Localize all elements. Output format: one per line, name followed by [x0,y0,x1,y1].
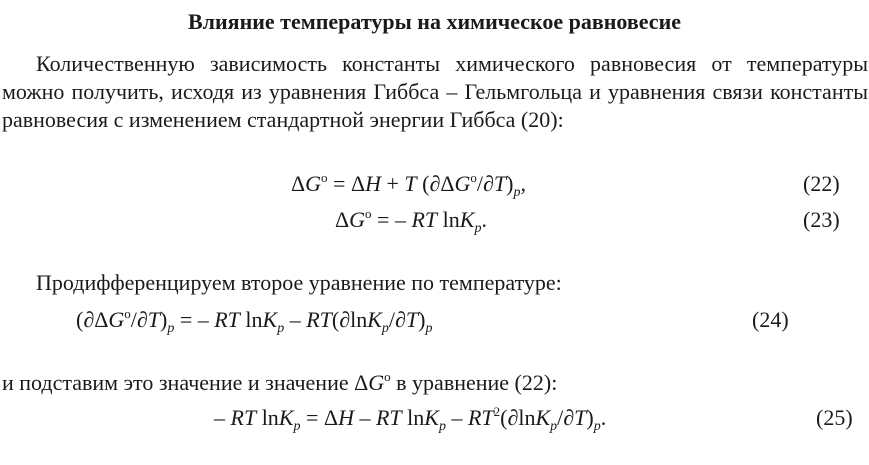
equation-number-25: (25) [816,405,853,430]
document-title: Влияние температуры на химическое равновесие [187,9,682,34]
differentiate-sentence: Продифференцируем второе уравнение по температуре: [36,270,562,295]
equation-number-23: (23) [803,207,840,232]
substitute-sentence: и подставим это значение и значение $\Delta G^o$ в уравнение (22): [2,369,558,395]
equation-22: $\Delta G^o = \Delta H + T$ $(\partial\Delta G^o/\partial T)_p$, [291,170,526,200]
substitute-sentence-end: в уравнение (22): [390,370,558,395]
equation-25: – RT lnK$_p$ = ΔH – RT $\ln K_p - RT^2(\partial\ln K_p/\partial T)_p$. [214,404,607,434]
intro-paragraph-text: Количественную зависимость константы химического равновесия от температуры можно получить, исходя из уравнения Гиббса – Гельмгольца и уравнения связи константы равновесия с изменением стандартной энергии Гиббса (20): [2,51,868,132]
equation-number-24: (24) [752,307,789,332]
intro-paragraph [2,50,868,134]
equation-24: $(\partial\Delta G^o/\partial T)_p$ = – RT $\ln K_p - RT(\partial\ln K_p/\partial T)_p$ [76,306,433,336]
equation-number-22: (22) [803,171,840,196]
equation-23: $\Delta G^o$ = – RT lnK$_p$. [335,206,487,236]
substitute-sentence-start: и подставим это значение и значение [2,370,355,395]
